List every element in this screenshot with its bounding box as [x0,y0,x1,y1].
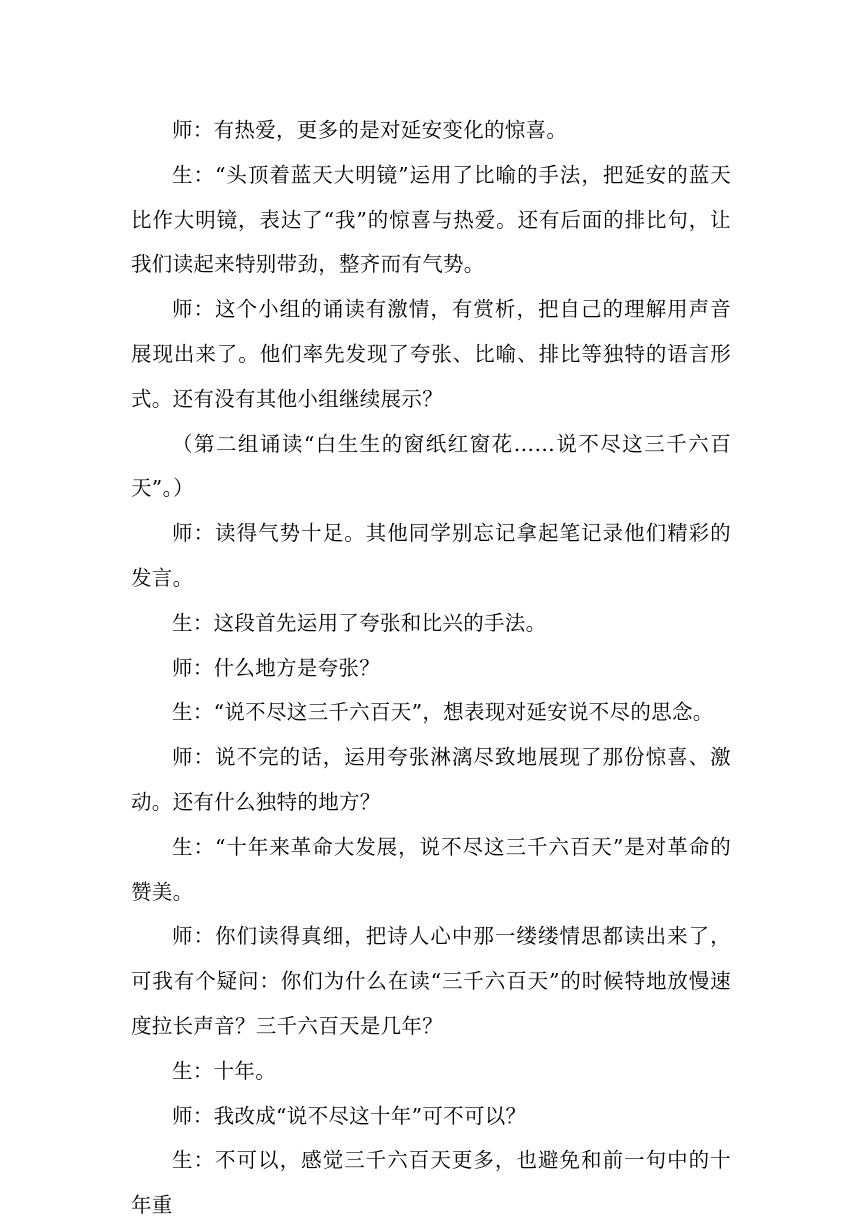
paragraph-12: 生：十年。 [172,1058,276,1083]
paragraph-7: 师：什么地方是夸张？ [172,655,380,680]
paragraph-13: 师：我改成“说不尽这十年”可不可以？ [172,1103,527,1128]
paragraph-8: 生：“说不尽这三千六百天”，想表现对延安说不尽的思念。 [172,700,714,725]
paragraph-1: 师：有热爱，更多的是对延安变化的惊喜。 [172,118,568,142]
paragraph-5: 师：读得气势十足。其他同学别忘记拿起笔记录他们精彩的发言。 [131,521,731,590]
paragraph-14: 生：不可以，感觉三千六百天更多，也避免和前一句中的十年重 [131,1148,731,1218]
paragraph-6: 生：这段首先运用了夸张和比兴的手法。 [172,610,547,635]
paragraph-11: 师：你们读得真细，把诗人心中那一缕缕情思都读出来了，可我有个疑问：你们为什么在读“三千六百天”的时候特地放慢速度拉长声音？三千六百天是几年？ [131,924,731,1038]
paragraph-10: 生：“十年来革命大发展，说不尽这三千六百天”是对革命的赞美。 [131,834,731,904]
paragraph-3: 师：这个小组的诵读有激情，有赏析，把自己的理解用声音展现出来了。他们率先发现了夸张、比喻、排比等独特的语言形式。还有没有其他小组继续展示？ [131,297,731,411]
paragraph-4: （第二组诵读“白生生的窗纸红窗花……说不尽这三千六百天”。） [131,431,731,501]
paragraph-2: 生：“头顶着蓝天大明镜”运用了比喻的手法，把延安的蓝天比作大明镜，表达了“我”的惊喜与热爱。还有后面的排比句，让我们读起来特别带劲，整齐而有气势。 [131,162,731,277]
paragraph-9: 师：说不完的话，运用夸张淋漓尽致地展现了那份惊喜、激动。还有什么独特的地方？ [131,745,731,814]
document-body [131,108,731,1228]
